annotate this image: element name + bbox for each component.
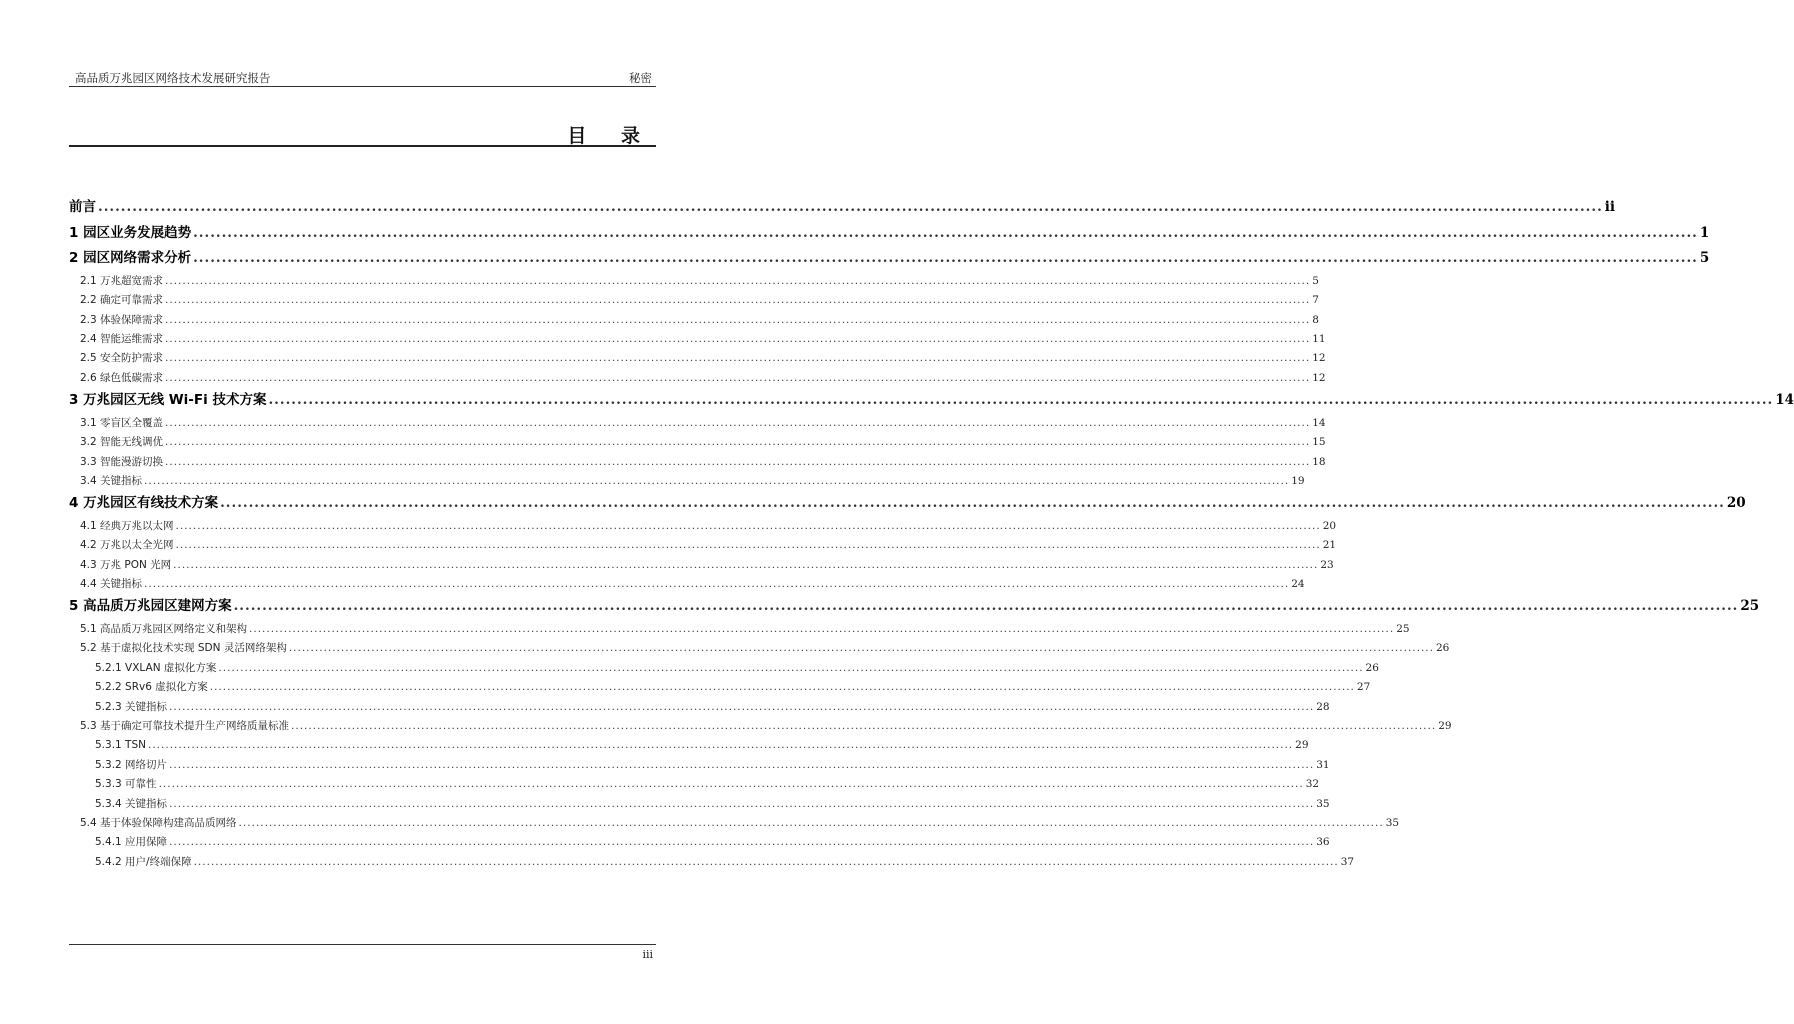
toc-entry-page: 35	[1316, 797, 1330, 810]
dot-leader: ........................................................................................................................................................................................................................................................................	[165, 332, 1311, 345]
toc-entry[interactable]	[69, 330, 1326, 349]
toc-entry-label: 2 园区网络需求分析	[69, 250, 192, 267]
footer-rule	[69, 944, 656, 945]
toc-entry-page: 5	[1312, 274, 1319, 287]
dot-leader: ........................................................................................................................................................................................................................................................................	[165, 436, 1311, 449]
toc-entry-label: 2.6 绿色低碳需求	[80, 371, 164, 384]
toc-entry-label: 5.3.1 TSN	[95, 739, 146, 752]
toc-entry-page: 26	[1435, 642, 1450, 655]
toc-entry-page: 27	[1356, 681, 1371, 694]
toc-entry[interactable]	[69, 756, 1330, 775]
toc-entry[interactable]	[69, 491, 1746, 517]
dot-leader: ........................................................................................................................................................................................................................................................................	[288, 642, 1434, 655]
toc-entry-page: 11	[1312, 332, 1326, 345]
dot-leader: ........................................................................................................................................................................................................................................................................	[169, 797, 1315, 810]
toc-entry-page: 5	[1699, 250, 1710, 267]
dot-leader: ........................................................................................................................................................................................................................................................................	[158, 778, 1304, 791]
toc-entry[interactable]	[69, 195, 1616, 221]
dot-leader: ........................................................................................................................................................................................................................................................................	[165, 352, 1311, 365]
toc-entry-label: 5.4.2 用户/终端保障	[95, 855, 192, 868]
toc-entry-page: 35	[1385, 816, 1400, 829]
dot-leader: ........................................................................................................................................................................................................................................................................	[144, 474, 1290, 487]
toc-entry-label: 4.2 万兆以太全光网	[80, 539, 174, 552]
toc-entry-label: 3.2 智能无线调优	[80, 436, 164, 449]
dot-leader: ........................................................................................................................................................................................................................................................................	[148, 739, 1294, 752]
toc-entry[interactable]	[69, 736, 1309, 755]
toc-entry-label: 2.2 确定可靠需求	[80, 294, 164, 307]
toc-entry-page: 19	[1291, 474, 1305, 487]
dot-leader: ........................................................................................................................................................................................................................................................................	[291, 719, 1437, 732]
toc-entry-page: 7	[1312, 294, 1319, 307]
dot-leader: ........................................................................................................................................................................................................................................................................	[173, 558, 1319, 571]
toc-entry-page: 21	[1322, 539, 1337, 552]
toc-entry[interactable]	[69, 795, 1330, 814]
toc-entry-label: 5.2.1 VXLAN 虚拟化方案	[95, 661, 217, 674]
toc-entry[interactable]	[69, 433, 1326, 452]
dot-leader: ........................................................................................................................................................................................................................................................................	[169, 758, 1315, 771]
toc-entry[interactable]	[69, 639, 1450, 658]
toc-entry[interactable]	[69, 775, 1320, 794]
toc-entry-page: 37	[1340, 855, 1355, 868]
table-of-contents	[69, 195, 1794, 872]
toc-entry[interactable]	[69, 833, 1330, 852]
dot-leader: ........................................................................................................................................................................................................................................................................	[249, 623, 1395, 636]
dot-leader: ........................................................................................................................................................................................................................................................................	[98, 199, 1603, 215]
dot-leader: ........................................................................................................................................................................................................................................................................	[165, 416, 1311, 429]
toc-entry[interactable]	[69, 311, 1319, 330]
toc-entry-page: 12	[1312, 371, 1326, 384]
dot-leader: ........................................................................................................................................................................................................................................................................	[169, 836, 1315, 849]
toc-entry[interactable]	[69, 369, 1326, 388]
toc-entry-label: 4 万兆园区有线技术方案	[69, 495, 219, 512]
toc-entry-label: 4.1 经典万兆以太网	[80, 519, 174, 532]
page-number: iii	[642, 948, 653, 961]
dot-leader: ........................................................................................................................................................................................................................................................................	[175, 519, 1321, 532]
report-title: 高品质万兆园区网络技术发展研究报告	[75, 71, 271, 85]
toc-entry-page: 12	[1312, 352, 1326, 365]
toc-entry-label: 1 园区业务发展趋势	[69, 224, 192, 241]
toc-entry[interactable]	[69, 556, 1334, 575]
toc-entry-page: 25	[1396, 623, 1410, 636]
dot-leader: ........................................................................................................................................................................................................................................................................	[144, 578, 1290, 591]
toc-entry-page: 8	[1312, 313, 1319, 326]
toc-entry[interactable]	[69, 678, 1371, 697]
toc-entry-page: 29	[1295, 739, 1309, 752]
dot-leader: ........................................................................................................................................................................................................................................................................	[165, 294, 1311, 307]
toc-entry-label: 3.1 零盲区全覆盖	[80, 416, 164, 429]
toc-entry[interactable]	[69, 414, 1326, 433]
toc-entry-page: 31	[1316, 758, 1330, 771]
toc-entry-page: 36	[1316, 836, 1330, 849]
dot-leader: ........................................................................................................................................................................................................................................................................	[165, 455, 1311, 468]
toc-entry-label: 5.3 基于确定可靠技术提升生产网络质量标准	[80, 719, 290, 732]
dot-leader: ........................................................................................................................................................................................................................................................................	[175, 539, 1321, 552]
toc-entry-label: 5.2.3 关键指标	[95, 700, 168, 713]
toc-entry[interactable]	[69, 388, 1794, 414]
dot-leader: ........................................................................................................................................................................................................................................................................	[220, 495, 1725, 512]
toc-entry-page: 18	[1312, 455, 1326, 468]
toc-entry-label: 4.4 关键指标	[80, 578, 143, 591]
dot-leader: ........................................................................................................................................................................................................................................................................	[165, 274, 1311, 287]
toc-entry-label: 3.4 关键指标	[80, 474, 143, 487]
dot-leader: ........................................................................................................................................................................................................................................................................	[209, 681, 1355, 694]
toc-entry[interactable]	[69, 575, 1305, 594]
toc-entry-label: 4.3 万兆 PON 光网	[80, 558, 172, 571]
toc-entry[interactable]	[69, 853, 1355, 872]
toc-entry[interactable]	[69, 246, 1710, 272]
dot-leader: ........................................................................................................................................................................................................................................................................	[193, 224, 1698, 241]
toc-entry[interactable]	[69, 517, 1337, 536]
toc-entry-page: 26	[1365, 661, 1379, 674]
toc-entry-label: 2.4 智能运维需求	[80, 332, 164, 345]
toc-entry-label: 2.5 安全防护需求	[80, 352, 164, 365]
toc-entry-label: 5.4 基于体验保障构建高品质网络	[80, 816, 237, 829]
toc-entry[interactable]	[69, 594, 1760, 620]
toc-entry-label: 5.3.2 网络切片	[95, 758, 168, 771]
toc-entry-page: 32	[1305, 778, 1320, 791]
dot-leader: ........................................................................................................................................................................................................................................................................	[218, 661, 1364, 674]
toc-entry-label: 5.3.4 关键指标	[95, 797, 168, 810]
toc-entry[interactable]	[69, 291, 1319, 310]
dot-leader: ........................................................................................................................................................................................................................................................................	[193, 250, 1698, 267]
toc-entry[interactable]	[69, 698, 1330, 717]
toc-entry-label: 5 高品质万兆园区建网方案	[69, 598, 232, 615]
toc-entry-page: 14	[1312, 416, 1326, 429]
dot-leader: ........................................................................................................................................................................................................................................................................	[193, 855, 1339, 868]
toc-entry[interactable]	[69, 272, 1319, 291]
toc-entry-label: 2.1 万兆超宽需求	[80, 274, 164, 287]
toc-entry-page: 1	[1699, 224, 1710, 241]
dot-leader: ........................................................................................................................................................................................................................................................................	[238, 816, 1384, 829]
toc-entry-label: 2.3 体验保障需求	[80, 313, 164, 326]
toc-entry-label: 5.4.1 应用保障	[95, 836, 168, 849]
toc-entry-label: 5.2 基于虚拟化技术实现 SDN 灵活网络架构	[80, 642, 287, 655]
toc-heading: 目 录	[567, 125, 654, 147]
toc-entry-label: 5.2.2 SRv6 虚拟化方案	[95, 681, 208, 694]
dot-leader: ........................................................................................................................................................................................................................................................................	[165, 371, 1311, 384]
toc-entry[interactable]	[69, 814, 1400, 833]
toc-entry-label: 5.3.3 可靠性	[95, 778, 157, 791]
toc-entry-page: 15	[1312, 436, 1326, 449]
toc-entry-page: 29	[1438, 719, 1452, 732]
running-header	[69, 68, 656, 87]
confidentiality-mark: 秘密	[629, 71, 652, 85]
dot-leader: ........................................................................................................................................................................................................................................................................	[165, 313, 1311, 326]
toc-entry[interactable]	[69, 349, 1326, 368]
toc-entry[interactable]	[69, 221, 1710, 247]
toc-entry[interactable]	[69, 453, 1326, 472]
toc-entry-page: 28	[1316, 700, 1330, 713]
dot-leader: ........................................................................................................................................................................................................................................................................	[169, 700, 1315, 713]
toc-entry[interactable]	[69, 659, 1379, 678]
toc-entry[interactable]	[69, 536, 1337, 555]
toc-entry-page: 20	[1726, 495, 1746, 512]
toc-entry-page: ii	[1604, 199, 1616, 215]
toc-entry-label: 3.3 智能漫游切换	[80, 455, 164, 468]
toc-entry-page: 20	[1322, 519, 1337, 532]
toc-entry[interactable]	[69, 620, 1410, 639]
toc-entry[interactable]	[69, 717, 1452, 736]
toc-entry-page: 14	[1775, 392, 1794, 409]
toc-entry-label: 5.1 高品质万兆园区网络定义和架构	[80, 623, 248, 636]
toc-entry-label: 前言	[69, 199, 96, 215]
toc-entry-page: 23	[1320, 558, 1334, 571]
toc-heading-rule	[69, 145, 656, 147]
dot-leader: ........................................................................................................................................................................................................................................................................	[233, 598, 1739, 615]
toc-entry-page: 25	[1740, 598, 1760, 615]
toc-entry-label: 3 万兆园区无线 Wi-Fi 技术方案	[69, 392, 267, 409]
toc-entry[interactable]	[69, 472, 1305, 491]
toc-entry-page: 24	[1291, 578, 1305, 591]
dot-leader: ........................................................................................................................................................................................................................................................................	[268, 392, 1774, 409]
